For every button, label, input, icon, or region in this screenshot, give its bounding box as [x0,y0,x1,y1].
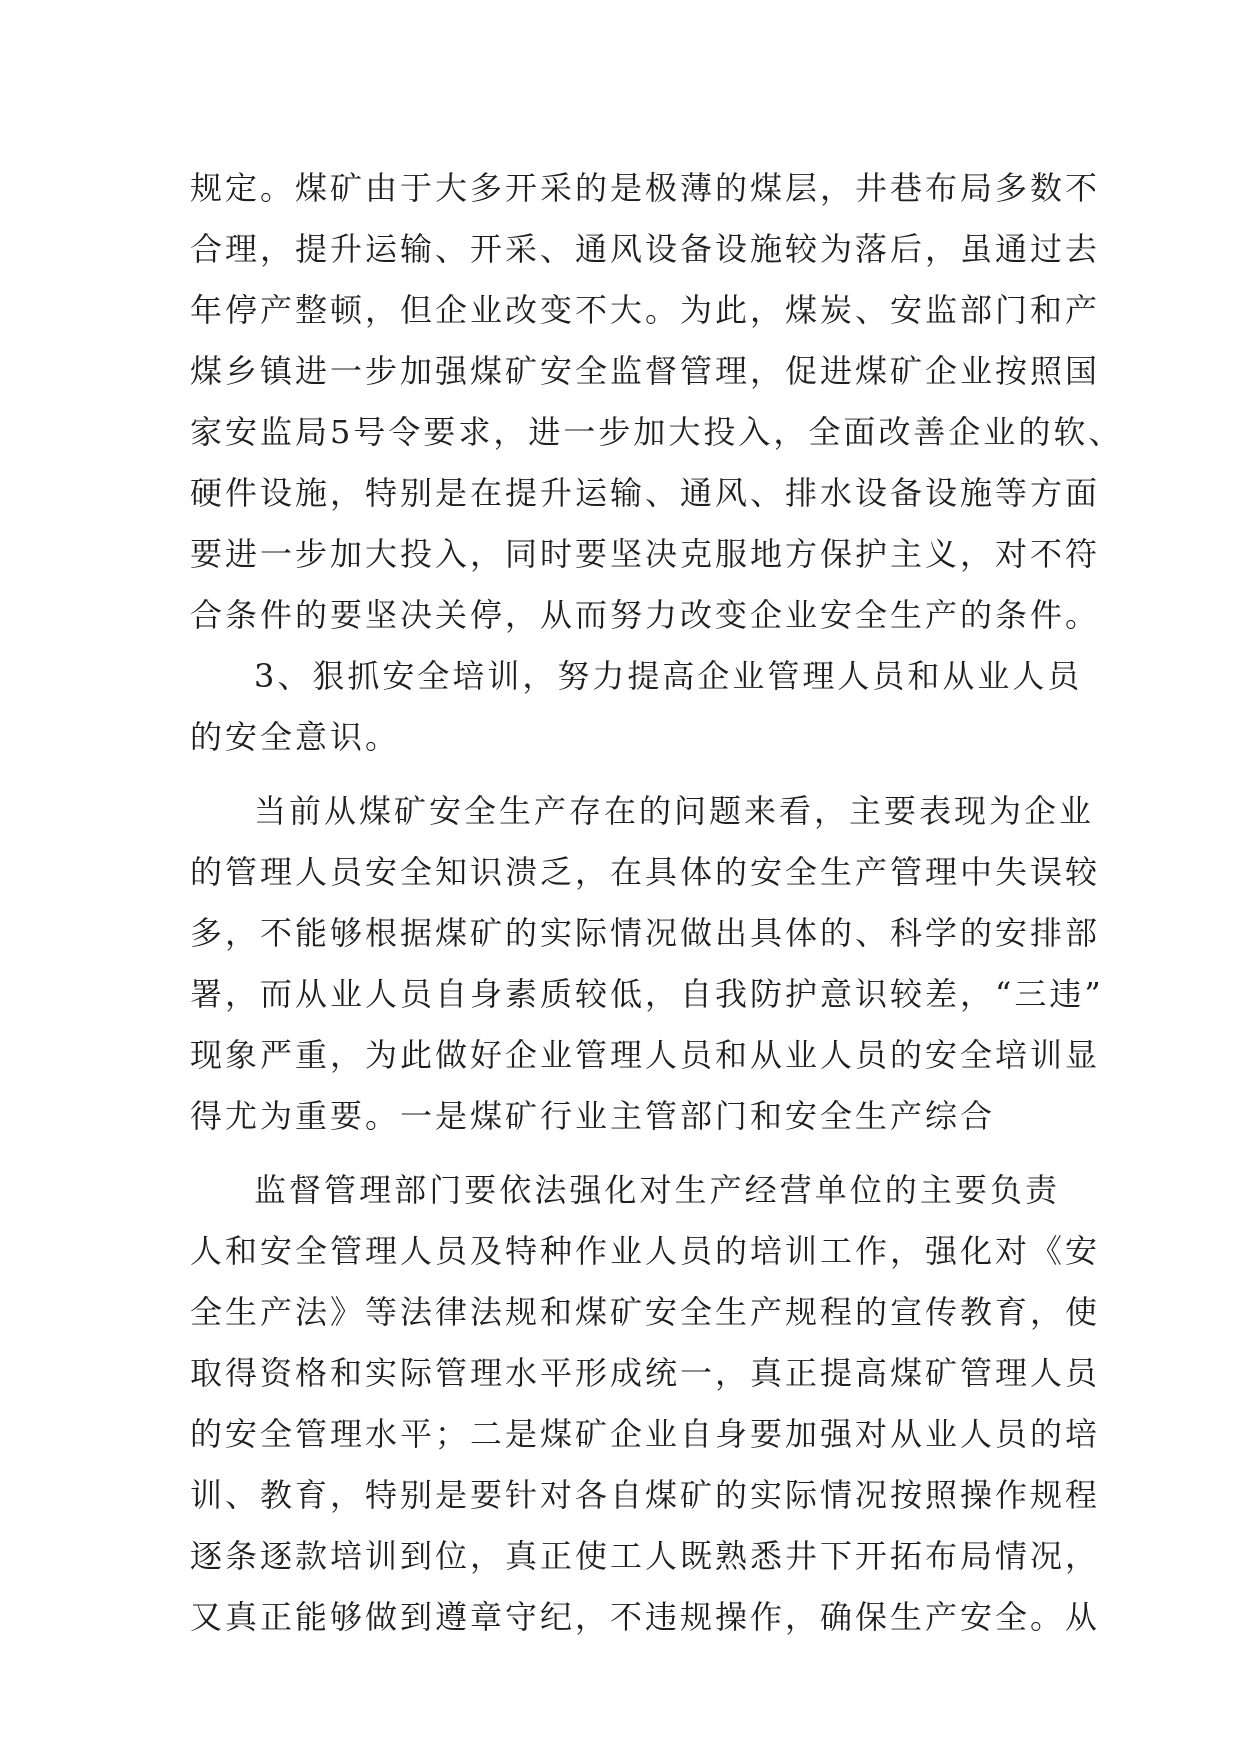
text-line: 家安监局5号令要求，进一步加大投入，全面改善企业的软、 [190,413,1124,451]
document-body [190,158,1124,1648]
text-line: 现象严重，为此做好企业管理人员和从业人员的安全培训显 [190,1036,1101,1074]
text-line: 多，不能够根据煤矿的实际情况做出具体的、科学的安排部 [190,914,1101,952]
text-line: 人和安全管理人员及特种作业人员的培训工作，强化对《安 [190,1232,1101,1270]
text-line: 年停产整顿，但企业改变不大。为此，煤炭、安监部门和产 [190,291,1101,329]
text-line: 硬件设施，特别是在提升运输、通风、排水设备设施等方面 [190,474,1101,512]
section-heading-line: 的安全意识。 [190,718,401,756]
paragraph-first-line: 监督管理部门要依法强化对生产经营单位的主要负责 [254,1171,1060,1209]
text-line: 又真正能够做到遵章守纪，不违规操作，确保生产安全。从 [190,1598,1101,1636]
text-line: 合理，提升运输、开采、通风设备设施较为落后，虽通过去 [190,230,1101,268]
section-heading-line: 3、狠抓安全培训，努力提高企业管理人员和从业人员 [254,657,1083,695]
text-line: 署，而从业人员自身素质较低，自我防护意识较差，“三违” [190,975,1104,1013]
text-line: 要进一步加大投入，同时要坚决克服地方保护主义，对不符 [190,535,1101,573]
text-line: 取得资格和实际管理水平形成统一，真正提高煤矿管理人员 [190,1354,1101,1392]
text-line: 规定。煤矿由于大多开采的是极薄的煤层，井巷布局多数不 [190,169,1101,207]
text-line: 训、教育，特别是要针对各自煤矿的实际情况按照操作规程 [190,1476,1101,1514]
paragraph-first-line: 当前从煤矿安全生产存在的问题来看，主要表现为企业 [254,792,1095,830]
text-line: 合条件的要坚决关停，从而努力改变企业安全生产的条件。 [190,596,1101,634]
paragraph-gap [190,1147,1060,1160]
text-line: 得尤为重要。一是煤矿行业主管部门和安全生产综合 [190,1097,996,1135]
paragraph-gap [190,768,1060,781]
text-line: 的管理人员安全知识溃乏，在具体的安全生产管理中失误较 [190,853,1101,891]
text-line: 的安全管理水平；二是煤矿企业自身要加强对从业人员的培 [190,1415,1101,1453]
text-line: 全生产法》等法律法规和煤矿安全生产规程的宣传教育，使 [190,1293,1101,1331]
text-line: 逐条逐款培训到位，真正使工人既熟悉井下开拓布局情况， [190,1537,1101,1575]
text-line: 煤乡镇进一步加强煤矿安全监督管理，促进煤矿企业按照国 [190,352,1101,390]
